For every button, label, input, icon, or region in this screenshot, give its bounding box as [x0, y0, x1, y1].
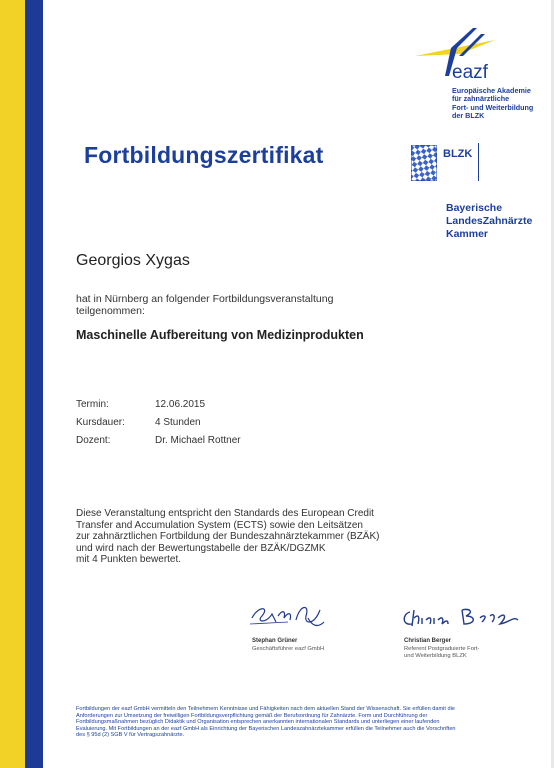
course-title: Maschinelle Aufbereitung von Medizinprodukten — [76, 328, 364, 342]
signatory-name: Stephan Grüner — [252, 638, 298, 644]
signatory-role-line: Referent Postgraduierte Fort- — [404, 646, 480, 652]
recipient-name: Georgios Xygas — [76, 252, 190, 269]
footer-line: Fortbildungen der eazf GmbH vermitteln den Teilnehmern Kenntnisse und Fähigkeiten nach dem aktuellen Stand der Wissenschaft. Sie erfüllen damit die — [76, 706, 455, 712]
footer-line: Evaluierung. Mit Fortbildungen an der eazf GmbH als Einrichtung der Bayerischen Landeszahnärztekammer erfüllen die Teilnehmer auch die Vorschriften — [76, 725, 456, 732]
ects-statement — [76, 508, 406, 566]
ects-line: Transfer and Accumulation System (ECTS) sowie den Leitsätzen — [76, 519, 363, 531]
certificate-title: Fortbildungszertifikat — [84, 142, 324, 168]
eazf-subtitle-line: Fort- und Weiterbildung — [452, 102, 534, 112]
detail-label: Dozent: — [76, 435, 111, 446]
ects-line: mit 4 Punkten bewertet. — [76, 554, 182, 565]
footer-line: Anforderungen zur Umsetzung der freiwilligen Fortbildungsverpflichtung gemäß der Berufsordnung für Zahnärzte. Form und Durchführung der — [76, 712, 428, 719]
footer-disclaimer — [76, 706, 526, 739]
footer-line: des § 95d (2) SGB V für Vertragszahnärzte. — [76, 732, 185, 739]
intro-text — [76, 293, 406, 317]
intro-line: teilgenommen: — [76, 305, 145, 317]
left-yellow-stripe — [0, 0, 25, 768]
bavarian-flag-icon — [411, 145, 437, 181]
signatory-role — [252, 646, 324, 653]
blzk-full-name — [446, 202, 546, 241]
blzk-name-line: Kammer — [446, 228, 489, 240]
blzk-abbreviation: BLZK — [443, 148, 473, 160]
blzk-name-line: Bayerische — [446, 202, 503, 214]
eazf-subtitle-line: für zahnärztliche — [452, 94, 510, 104]
detail-label: Termin: — [76, 399, 109, 410]
detail-value: 12.06.2015 — [155, 399, 206, 410]
ects-line: zur zahnärztlichen Fortbildung der Bundeszahnärztekammer (BZÄK) — [76, 531, 380, 542]
signatory-role-line: Geschäftsführer eazf GmbH — [252, 646, 325, 652]
detail-value: 4 Stunden — [155, 417, 201, 428]
signature-stephan-gruener-icon — [248, 600, 328, 632]
eazf-subtitle — [452, 87, 552, 121]
detail-label: Kursdauer: — [76, 417, 125, 428]
blzk-name-line: LandesZahnärzte — [446, 215, 533, 227]
intro-line: hat in Nürnberg an folgender Fortbildungsveranstaltung — [76, 293, 334, 305]
eazf-subtitle-line: der BLZK — [452, 111, 485, 121]
ects-line: und wird nach der Bewertungstabelle der BZÄK/DGZMK — [76, 542, 326, 554]
eazf-wordmark: eazf — [452, 62, 488, 83]
left-blue-stripe — [25, 0, 43, 768]
signatory-name: Christian Berger — [404, 638, 452, 644]
signature-christian-berger-icon — [400, 602, 520, 632]
signatory-role — [404, 646, 514, 660]
blzk-divider — [478, 143, 479, 181]
detail-value: Dr. Michael Rottner — [155, 435, 241, 446]
footer-line: Fortbildungsmaßnahmen bezüglich Didaktik und Organisation entsprechen anerkannten internationalen Standards und unterliegen einer laufenden — [76, 719, 440, 726]
ects-line: Diese Veranstaltung entspricht den Standards des European Credit — [76, 508, 374, 519]
signatory-role-line: und Weiterbildung BLZK — [404, 653, 467, 659]
eazf-subtitle-line: Europäische Akademie — [452, 86, 531, 95]
